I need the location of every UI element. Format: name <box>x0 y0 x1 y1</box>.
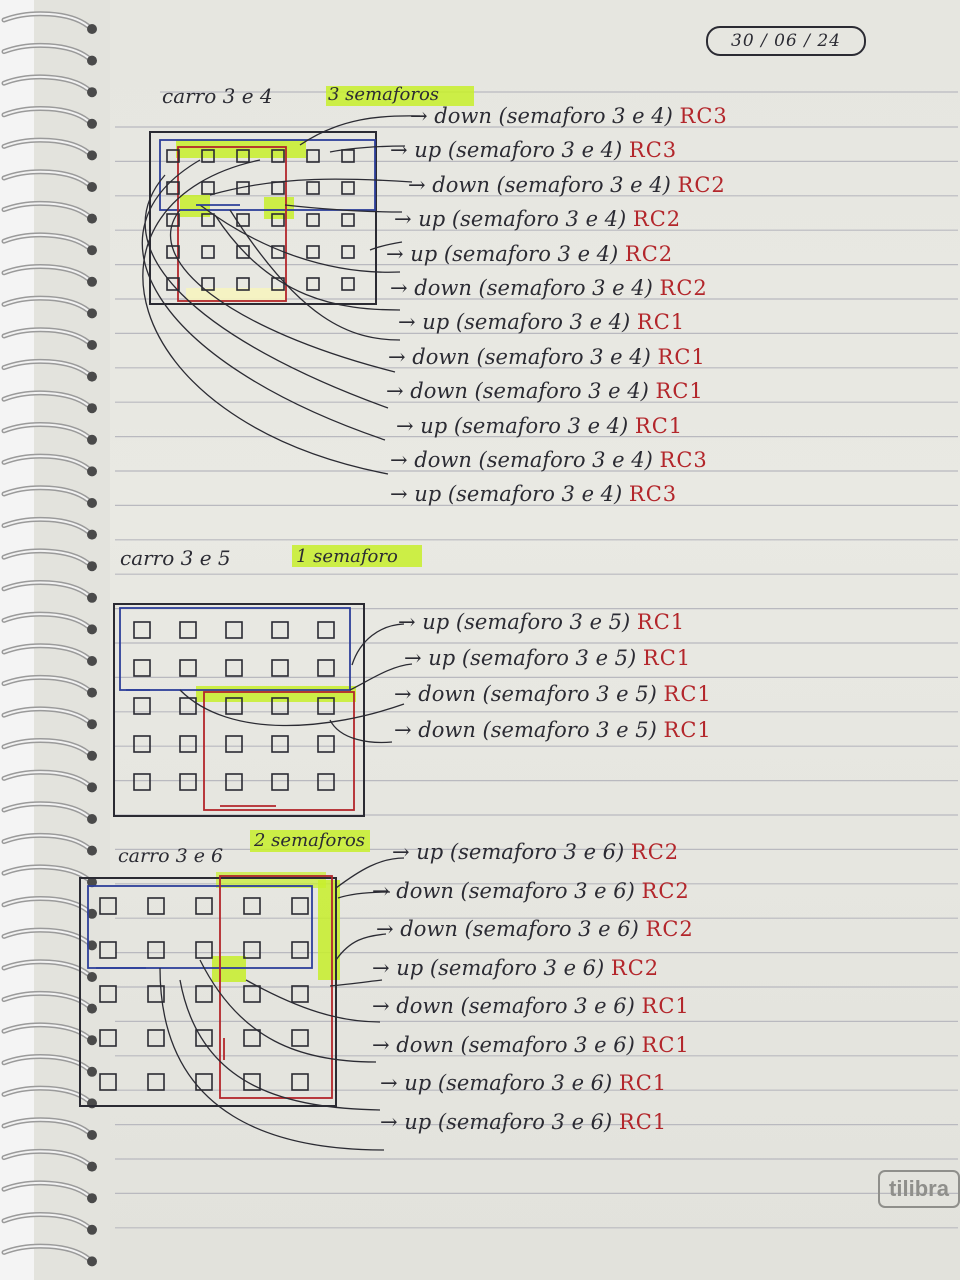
entry-target: RC1 <box>618 1071 668 1095</box>
connector-line <box>160 968 384 1150</box>
highlight-mark <box>186 288 286 302</box>
parking-cell <box>272 182 284 194</box>
entry-target: RC1 <box>636 310 686 335</box>
arrow-right-icon: → <box>396 413 421 438</box>
arrow-right-icon: → <box>398 310 423 335</box>
entry-call: down (semaforo 3 e 4) <box>414 448 660 472</box>
route-red <box>220 876 332 1098</box>
parking-cell <box>100 1030 116 1046</box>
semaphore-entry <box>394 207 681 231</box>
parking-cell <box>292 1074 308 1090</box>
semaphore-entry <box>380 1110 667 1134</box>
semaphore-entry <box>372 879 690 903</box>
arrow-right-icon: → <box>388 344 413 369</box>
parking-cell <box>292 942 308 958</box>
arrow-right-icon: → <box>404 646 429 670</box>
entry-call: up (semaforo 3 e 5) <box>422 610 637 634</box>
grid-diagram-carro-3-e-5 <box>114 604 412 816</box>
parking-cell <box>244 986 260 1002</box>
entry-target: RC3 <box>659 448 708 472</box>
entry-target: RC2 <box>641 878 690 903</box>
parking-cell <box>226 622 242 638</box>
parking-cell <box>342 150 354 162</box>
semaphore-entry <box>398 310 685 334</box>
parking-cell <box>342 182 354 194</box>
arrow-right-icon: → <box>372 878 397 903</box>
entry-call: down (semaforo 3 e 4) <box>432 172 678 197</box>
arrow-right-icon: → <box>372 955 397 980</box>
semaphore-entry <box>410 104 728 128</box>
semaphore-count: 2 semaforos <box>254 830 366 851</box>
entry-call: up (semaforo 3 e 6) <box>404 1071 619 1095</box>
parking-cell <box>134 698 150 714</box>
semaphore-entry <box>390 482 677 506</box>
semaphore-entry <box>396 414 683 438</box>
section-title: carro 3 e 5 <box>120 546 231 570</box>
entry-call: down (semaforo 3 e 6) <box>396 994 642 1018</box>
entry-call: down (semaforo 3 e 4) <box>434 104 680 128</box>
section-title: carro 3 e 4 <box>162 84 273 108</box>
connector-line <box>200 205 400 272</box>
grid-outer-frame <box>114 604 364 816</box>
entry-target: RC2 <box>659 276 708 300</box>
semaphore-entry <box>404 646 691 670</box>
semaphore-entry <box>376 917 694 941</box>
arrow-right-icon: → <box>408 172 433 197</box>
arrow-right-icon: → <box>380 1109 405 1134</box>
arrow-right-icon: → <box>410 104 435 128</box>
entry-target: RC3 <box>628 138 678 163</box>
parking-cell <box>180 736 196 752</box>
entry-target: RC2 <box>630 840 680 864</box>
entry-call: up (semaforo 3 e 5) <box>428 646 643 670</box>
entry-call: up (semaforo 3 e 4) <box>418 207 633 232</box>
grid-diagram-carro-3-e-4 <box>142 116 423 474</box>
parking-cell <box>244 1030 260 1046</box>
entry-call: down (semaforo 3 e 6) <box>396 878 642 903</box>
parking-cell <box>202 246 214 258</box>
parking-cell <box>134 774 150 790</box>
parking-cell <box>134 622 150 638</box>
arrow-right-icon: → <box>376 917 401 941</box>
semaphore-count: 3 semaforos <box>328 84 440 105</box>
entry-call: down (semaforo 3 e 6) <box>396 1032 642 1057</box>
parking-cell <box>100 942 116 958</box>
parking-cell <box>100 1074 116 1090</box>
connector-line <box>330 980 382 986</box>
semaphore-entry <box>386 379 704 403</box>
entry-call: down (semaforo 3 e 5) <box>418 682 664 706</box>
parking-cell <box>100 986 116 1002</box>
arrow-right-icon: → <box>372 994 397 1018</box>
date-field: 30 / 06 / 24 <box>706 26 866 56</box>
entry-target: RC1 <box>618 1109 668 1134</box>
parking-cell <box>307 150 319 162</box>
entry-target: RC1 <box>655 379 704 404</box>
parking-cell <box>196 898 212 914</box>
parking-cell <box>148 942 164 958</box>
connector-line <box>246 980 380 1022</box>
entry-target: RC2 <box>624 241 674 266</box>
entry-target: RC1 <box>641 1032 690 1057</box>
parking-cell <box>318 660 334 676</box>
entry-call: up (semaforo 3 e 4) <box>420 413 635 438</box>
parking-cell <box>244 898 260 914</box>
arrow-right-icon: → <box>392 840 417 864</box>
entry-target: RC1 <box>634 413 684 438</box>
parking-cell <box>292 1030 308 1046</box>
semaphore-entry <box>372 956 659 980</box>
route-red <box>178 147 286 301</box>
entry-call: up (semaforo 3 e 6) <box>404 1109 619 1134</box>
parking-cell <box>307 182 319 194</box>
semaphore-entry <box>392 840 679 864</box>
semaphore-entry <box>372 1033 690 1057</box>
parking-cell <box>180 660 196 676</box>
arrow-right-icon: → <box>398 610 423 634</box>
entry-call: down (semaforo 3 e 4) <box>410 379 656 404</box>
parking-cell <box>196 986 212 1002</box>
arrow-right-icon: → <box>390 448 415 472</box>
semaphore-entry <box>408 173 726 197</box>
parking-cell <box>272 774 288 790</box>
parking-cell <box>318 774 334 790</box>
parking-cell <box>196 942 212 958</box>
entry-target: RC2 <box>632 207 682 232</box>
entry-target: RC2 <box>645 917 694 941</box>
semaphore-entry <box>390 138 677 162</box>
arrow-right-icon: → <box>372 1032 397 1057</box>
arrow-right-icon: → <box>386 379 411 404</box>
grid-outer-frame <box>80 878 336 1106</box>
entry-call: down (semaforo 3 e 5) <box>418 718 664 742</box>
parking-cell <box>226 774 242 790</box>
entry-target: RC1 <box>663 718 712 742</box>
parking-cell <box>134 736 150 752</box>
parking-cell <box>272 736 288 752</box>
route-blue <box>120 608 350 690</box>
semaphore-entry <box>394 682 712 706</box>
parking-cell <box>180 774 196 790</box>
entry-target: RC3 <box>679 104 728 128</box>
entry-call: up (semaforo 3 e 4) <box>414 482 629 507</box>
semaphore-entry <box>380 1071 667 1095</box>
parking-cell <box>318 736 334 752</box>
semaphore-entry <box>390 448 708 472</box>
arrow-right-icon: → <box>394 718 419 742</box>
connector-line <box>230 210 400 340</box>
entry-target: RC2 <box>677 172 726 197</box>
entry-call: down (semaforo 3 e 4) <box>412 344 658 369</box>
semaphore-entry <box>398 610 685 634</box>
parking-cell <box>226 660 242 676</box>
entry-target: RC1 <box>641 994 690 1018</box>
parking-cell <box>180 698 196 714</box>
arrow-right-icon: → <box>390 482 415 507</box>
highlight-mark <box>196 686 356 702</box>
brand-logo: tilibra <box>878 1170 960 1208</box>
entry-call: up (semaforo 3 e 4) <box>410 241 625 266</box>
parking-cell <box>292 986 308 1002</box>
parking-cell <box>202 182 214 194</box>
parking-cell <box>148 898 164 914</box>
entry-target: RC2 <box>610 955 660 980</box>
entry-target: RC1 <box>636 610 686 634</box>
entry-target: RC3 <box>628 482 678 507</box>
arrow-right-icon: → <box>380 1071 405 1095</box>
parking-cell <box>226 736 242 752</box>
entry-call: up (semaforo 3 e 4) <box>422 310 637 335</box>
semaphore-entry <box>394 718 712 742</box>
parking-cell <box>342 246 354 258</box>
arrow-right-icon: → <box>390 276 415 300</box>
entry-call: down (semaforo 3 e 4) <box>414 276 660 300</box>
arrow-right-icon: → <box>386 241 411 266</box>
parking-cell <box>292 898 308 914</box>
parking-cell <box>148 1074 164 1090</box>
arrow-right-icon: → <box>394 682 419 706</box>
parking-cell <box>307 214 319 226</box>
semaphore-entry <box>390 276 708 300</box>
semaphore-entry <box>386 242 673 266</box>
entry-call: up (semaforo 3 e 4) <box>414 138 629 163</box>
parking-cell <box>244 942 260 958</box>
arrow-right-icon: → <box>394 207 419 232</box>
entry-target: RC1 <box>642 646 692 670</box>
parking-cell <box>307 278 319 290</box>
semaphore-count: 1 semaforo <box>296 546 398 567</box>
connector-line <box>352 624 404 665</box>
entry-target: RC1 <box>663 682 712 706</box>
entry-call: up (semaforo 3 e 6) <box>396 955 611 980</box>
parking-cell <box>180 622 196 638</box>
parking-cell <box>307 246 319 258</box>
semaphore-entry <box>372 994 690 1018</box>
parking-cell <box>134 660 150 676</box>
parking-cell <box>272 622 288 638</box>
entry-target: RC1 <box>657 344 706 369</box>
connector-line <box>330 720 392 742</box>
grid-diagram-carro-3-e-6 <box>80 858 404 1150</box>
parking-cell <box>148 1030 164 1046</box>
arrow-right-icon: → <box>390 138 415 163</box>
parking-cell <box>318 622 334 638</box>
entry-call: down (semaforo 3 e 6) <box>400 917 646 941</box>
section-title: carro 3 e 6 <box>118 845 224 867</box>
connector-line <box>285 205 402 212</box>
parking-cell <box>272 660 288 676</box>
semaphore-entry <box>388 345 706 369</box>
parking-cell <box>237 246 249 258</box>
parking-cell <box>100 898 116 914</box>
highlight-mark <box>212 956 246 982</box>
parking-cell <box>342 278 354 290</box>
highlight-mark <box>264 197 294 219</box>
entry-call: up (semaforo 3 e 6) <box>416 840 631 864</box>
parking-cell <box>342 214 354 226</box>
